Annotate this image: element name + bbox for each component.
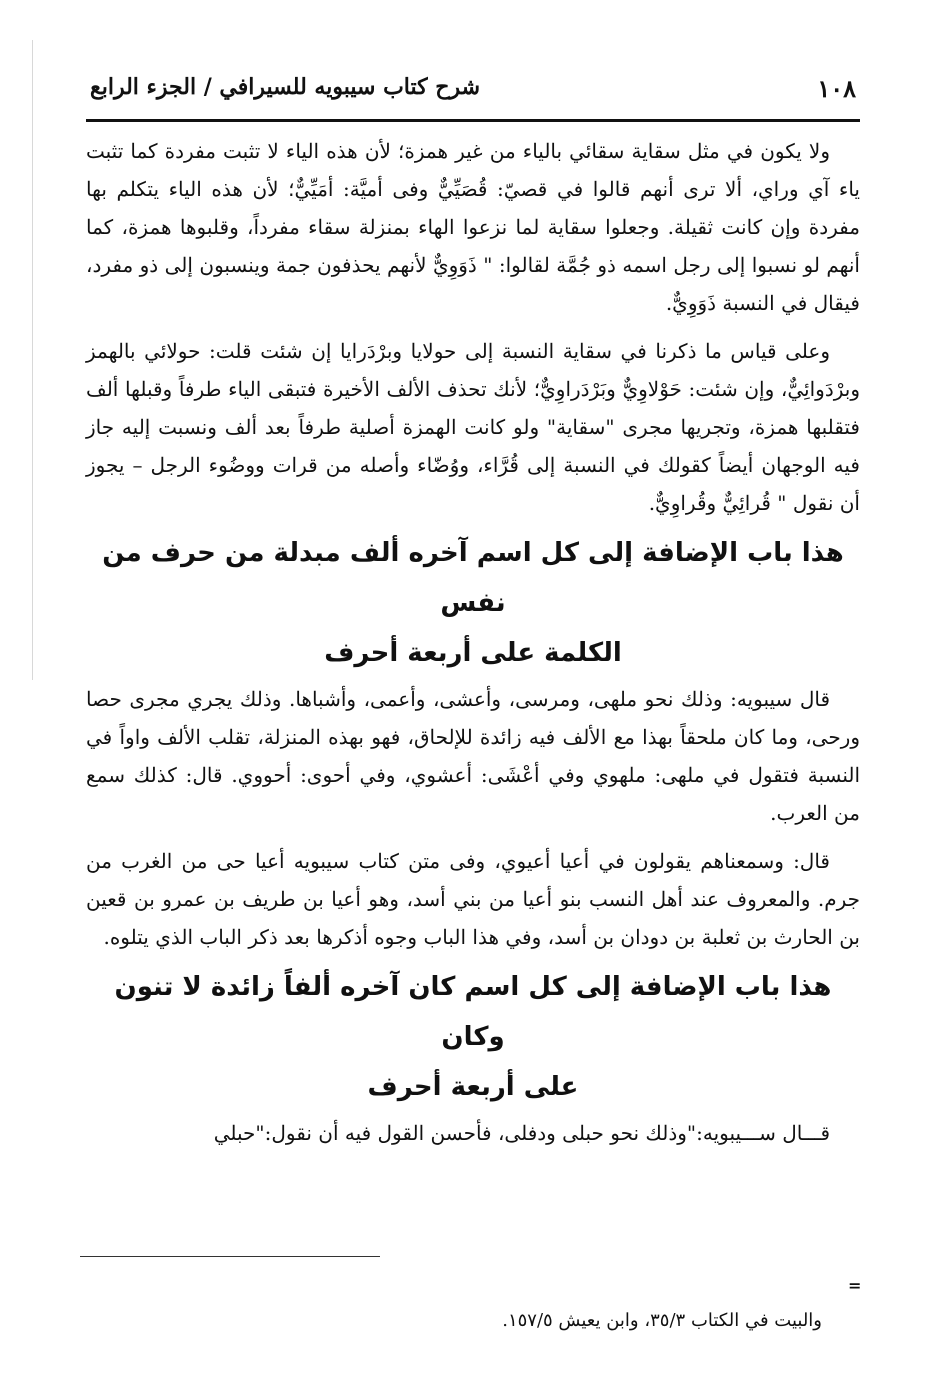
- page-body: [86, 132, 860, 1152]
- paragraph-1: ولا يكون في مثل سقاية سقائي بالياء من غير همزة؛ لأن هذه الياء لا تثبت مفردة كما تثبت ياء آي وراي، ألا ترى أنهم قالوا في قصيّ: قُصَيِّيٌّ وفى أميَّة: أمَيِّيٌّ؛ لأن هذه الياء يتكلم بها مفردة وإن كانت ثقيلة. وجعلوا سقاية لما نزعوا الهاء بمنزلة سقاء مفرداً، وقلبوها همزة، كما أنهم لو نسبوا إلى رجل اسمه ذو جُمَّة لقالوا: " ذَوَوِيٌّ لأنهم يحذفون جمة وينسبون إلى ذو مفرد، فيقال في النسبة ذَوَوِيٌّ.: [86, 139, 860, 315]
- footnote-continuation-mark: =: [848, 1276, 862, 1295]
- paragraph-4: قال: وسمعناهم يقولون في أعيا أعيوي، وفى متن كتاب سيبويه أعيا حى من الغرب من جرم. والمعروف عند أهل النسب بنو أعيا من بني أسد، وهو أعيا بن طريف بن عمرو بن قعين بن الحارث بن ثعلبة بن دودان بن أسد، وفي هذا الباب وجوه أذكرها بعد ذكر الباب الذي يتلوه.: [86, 849, 860, 949]
- chapter-heading-1-line-1: هذا باب الإضافة إلى كل اسم آخره ألف مبدلة من حرف من نفس: [102, 538, 844, 618]
- chapter-heading-2-line-1: هذا باب الإضافة إلى كل اسم كان آخره ألفاً زائدة لا تنون وكان: [114, 972, 832, 1052]
- paragraph-5: قـــال ســـيبويه:"وذلك نحو حبلى ودفلى، فأحسن القول فيه أن نقول:"حبلي: [213, 1121, 830, 1145]
- chapter-heading-2: [86, 962, 860, 1112]
- page-number: ١٠٨: [817, 74, 856, 103]
- page-header: [90, 72, 856, 116]
- chapter-heading-1: [86, 528, 860, 678]
- header-rule: [86, 119, 860, 122]
- running-title: شرح كتاب سيبويه للسيرافي / الجزء الرابع: [90, 74, 481, 100]
- footnote: والبيت في الكتاب ٣٥/٣، وابن يعيش ١٥٧/٥.: [502, 1310, 822, 1331]
- scan-edge-line: [32, 40, 33, 680]
- chapter-heading-2-line-2: على أربعة أحرف: [367, 1072, 579, 1102]
- chapter-heading-1-line-2: الكلمة على أربعة أحرف: [324, 638, 622, 668]
- paragraph-3: قال سيبويه: وذلك نحو ملهى، ومرسى، وأعشى، وأعمى، وأشباها. وذلك يجري مجرى حصا ورحى، وما كان ملحقاً بهذا مع الألف فيه زائدة للإلحاق، فهو بهذه المنزلة، تقلب الألف واواً في النسبة فتقول في ملهى: ملهوي وفي أعْشَى: أعشوي، وفي أحوى: أحووي. قال: كذلك سمع من العرب.: [86, 687, 861, 825]
- footnote-rule: [80, 1256, 380, 1257]
- paragraph-2: وعلى قياس ما ذكرنا في سقاية النسبة إلى حولايا وبرْدَرايا إن شئت قلت: حولائي بالهمز وبرْدَوائِيٌّ، وإن شئت: حَوْلاوِيٌّ وبَرْدَراوِيٌّ؛ لأنك تحذف الألف الأخيرة فتبقى الياء طرفاً وقبلها ألف فتقلبها همزة، وتجريها مجرى "سقاية" ولو كانت الهمزة أصلية طرفاً بعد ألف ونسبت إليه جاز فيه الوجهان أيضاً كقولك في النسبة إلى قُرَّاء، ووُضّاء وأصله من قرات ووضُوء الرجل – يجوز أن نقول " قُرائِيٌّ وقُراوِيٌّ.: [86, 339, 860, 515]
